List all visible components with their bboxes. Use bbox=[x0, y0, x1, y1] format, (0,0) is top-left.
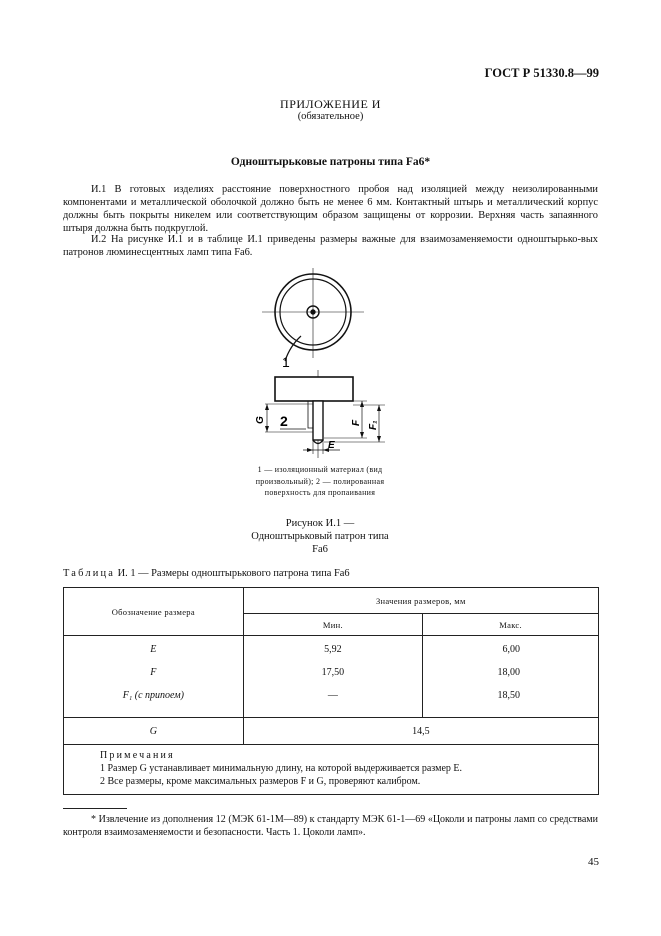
legend-text-2: — полированная поверхность для пропаивания bbox=[264, 476, 385, 497]
table-title-prefix: Таблица bbox=[63, 568, 116, 579]
row-name-g: G bbox=[64, 718, 244, 745]
label-f: F bbox=[351, 419, 362, 426]
col-header-max: Макс. bbox=[423, 614, 599, 636]
appendix-title: ПРИЛОЖЕНИЕ И bbox=[280, 97, 381, 111]
label-e: E bbox=[328, 440, 335, 451]
label-f1: F₁ bbox=[368, 420, 379, 430]
label-one: 1 bbox=[282, 354, 290, 370]
footnote-divider bbox=[63, 808, 127, 809]
row-name-f: F bbox=[150, 667, 157, 678]
table-title-rest: И. 1 — Размеры одноштырькового патрона типа Fa6 bbox=[115, 568, 350, 579]
dimensions-table bbox=[63, 587, 599, 795]
label-g: G bbox=[255, 416, 266, 424]
paragraph-1: И.1 В готовых изделиях расстояние поверхностного пробоя над изоляцией между неизолированными компонентами и металлической оболочкой должно быть не менее 6 мм. Контактный штырь и металлический корпус должны быть покрыты никелем или соответствующим образом защищены от коррозии. Верхняя часть запаянного штыря должна быть подкруглой. bbox=[63, 184, 598, 235]
row-value-g: 14,5 bbox=[243, 718, 598, 745]
row-max-e: 6,00 bbox=[502, 644, 520, 655]
legend-number-2: 2 bbox=[316, 476, 321, 486]
col-header-designation: Обозначение размера bbox=[64, 588, 244, 636]
note-2: 2 Все размеры, кроме максимальных размеров F и G, проверяют калибром. bbox=[100, 776, 421, 787]
paragraph-2: И.2 На рисунке И.1 и в таблице И.1 приведены размеры важные для взаимозаменяемости одноштырько-вых патронов люминесцентных ламп типа Fa6. bbox=[63, 234, 598, 259]
footnote: * Извлечение из дополнения 12 (МЭК 61-1М—89) к стандарту МЭК 61-1—69 «Цоколи и патроны ламп со средствами контроля взаимозаменяемости и безопасности. Часть 1. Цоколи ламп». bbox=[63, 814, 598, 838]
row-name-e: E bbox=[150, 644, 157, 655]
page-number: 45 bbox=[588, 856, 599, 868]
notes-title: Примечания bbox=[100, 750, 175, 761]
section-title: Одноштырьковые патроны типа Fa6* bbox=[230, 156, 431, 168]
row-min-e: 5,92 bbox=[324, 644, 342, 655]
top-view bbox=[262, 268, 364, 361]
figure-drawing bbox=[240, 268, 410, 463]
table-notes bbox=[64, 745, 599, 795]
col-header-values: Значения размеров, мм bbox=[243, 588, 598, 614]
row-max-f: 18,00 bbox=[497, 667, 520, 678]
row-min-f: 17,50 bbox=[321, 667, 345, 678]
figure-legend bbox=[250, 464, 390, 499]
row-min-f1: — bbox=[327, 690, 338, 701]
row-name-f1: F₁ (с припоем) bbox=[122, 690, 184, 701]
table-cell-min bbox=[243, 636, 423, 718]
note-1: 1 Размер G устанавливает минимальную длину, на которой выдерживается размер E. bbox=[100, 763, 462, 774]
appendix-subtitle: (обязательное) bbox=[297, 111, 364, 122]
standard-code: ГОСТ Р 51330.8—99 bbox=[484, 66, 599, 80]
table-title bbox=[63, 568, 350, 579]
legend-number-1: 1 bbox=[257, 465, 262, 474]
col-header-min: Мин. bbox=[243, 614, 423, 636]
table-cell-max bbox=[423, 636, 599, 718]
figure-caption: Рисунок И.1 — Одноштырьковый патрон типа Fa6 bbox=[251, 518, 389, 555]
legend-text-1: — изоляционный материал (вид произвольный); bbox=[255, 465, 383, 486]
label-two: 2 bbox=[280, 413, 288, 429]
row-max-f1: 18,50 bbox=[497, 690, 520, 701]
table-cell-names bbox=[64, 636, 244, 718]
